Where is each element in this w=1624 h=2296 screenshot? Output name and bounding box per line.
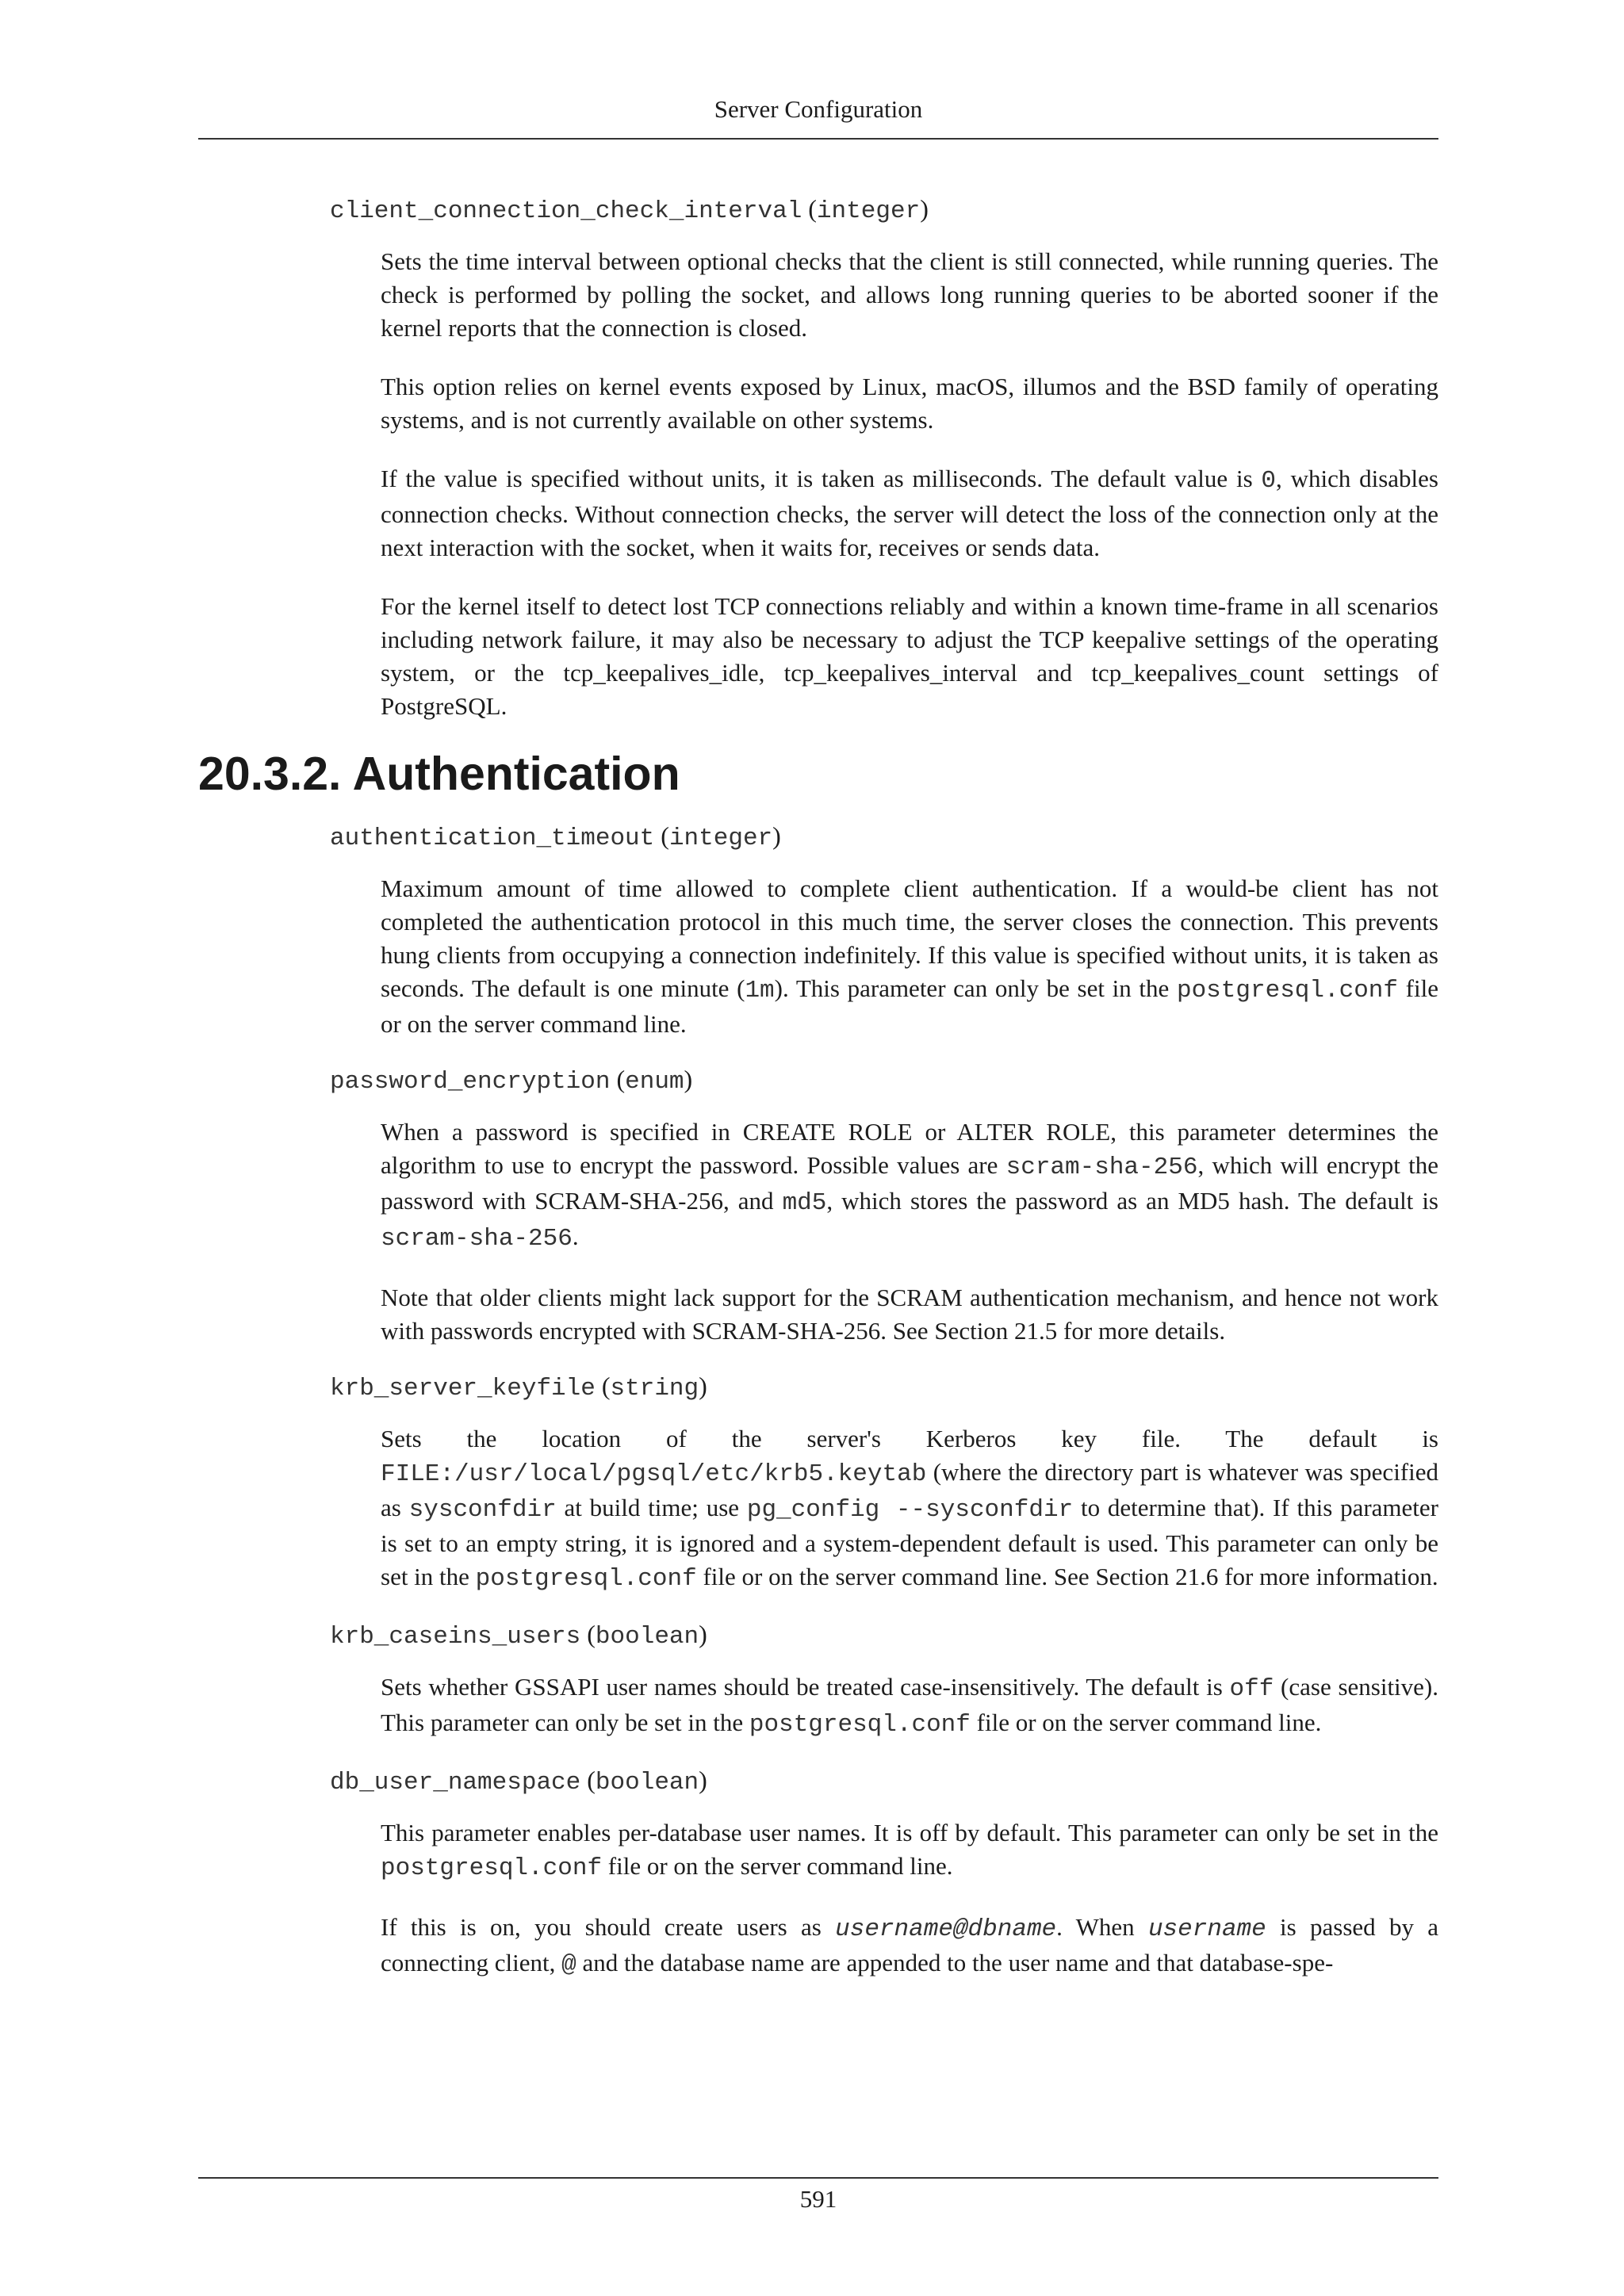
parameter-type: boolean bbox=[595, 1623, 699, 1651]
parameter-type: enum bbox=[625, 1068, 684, 1096]
header-rule bbox=[198, 138, 1438, 140]
text-run: file or on the server command line. bbox=[602, 1852, 953, 1880]
text-run: , which stores the password as an MD5 hash. The default is bbox=[826, 1187, 1438, 1215]
text-run: For the kernel itself to detect lost TCP connections reliably and within a known time-frame in all scenarios including network failure, it may also be necessary to adjust the TCP keepalive settings of the operating system, or the tcp_keepalives_idle, tcp_keepalives_interval and tcp_keepalives_count settings of PostgreSQL. bbox=[381, 592, 1438, 720]
text-run: Sets the time interval between optional checks that the client is still connected, while running queries. The check is performed by polling the socket, and allows long running queries to be aborted sooner if the kernel reports that the connection is closed. bbox=[381, 247, 1438, 342]
parameter-name: client_connection_check_interval bbox=[330, 197, 802, 225]
section-heading: 20.3.2. Authentication bbox=[198, 748, 680, 800]
text-run: , which disables connection checks. Without connection checks, the server will detect the loss of the connection only at the next interaction with the socket, when it waits for, receives or sends data. bbox=[381, 465, 1438, 561]
inline-code: scram-sha-256 bbox=[1005, 1154, 1198, 1181]
text-run: Note that older clients might lack support for the SCRAM authentication mechanism, and hence not work with passwords encrypted with SCRAM-SHA-256. See Section 21.5 for more details. bbox=[381, 1284, 1438, 1345]
text-run: file or on the server command line. See Section 21.6 for more information. bbox=[696, 1563, 1438, 1590]
text-run: to determine that). If this parameter is set to an empty string, it is ignored and a system-dependent default is used. This parameter can only be set in the bbox=[381, 1494, 1438, 1590]
parameter-type: integer bbox=[668, 825, 773, 852]
inline-code: pg_config --sysconfdir bbox=[746, 1496, 1074, 1524]
text-run: and the database name are appended to the user name and that database-spe- bbox=[576, 1949, 1334, 1976]
page-content bbox=[198, 193, 1438, 2004]
inline-code: 0 bbox=[1261, 467, 1277, 495]
parameter-name: db_user_namespace bbox=[330, 1769, 581, 1797]
text-run: (where the directory part is whatever was specified as bbox=[381, 1458, 1438, 1521]
description-paragraph bbox=[381, 1911, 1438, 1982]
text-run: If this is on, you should create users as bbox=[381, 1913, 836, 1941]
parameter-term: krb_caseins_users (boolean) bbox=[330, 1620, 707, 1651]
text-run: file or on the server command line. bbox=[970, 1709, 1322, 1736]
inline-code: postgresql.conf bbox=[381, 1854, 603, 1882]
parameter-term: krb_server_keyfile (string) bbox=[330, 1372, 707, 1402]
parameter-description bbox=[381, 1422, 1438, 1596]
description-paragraph bbox=[381, 462, 1438, 564]
text-run: , which will encrypt the password with SCRAM-SHA-256, and bbox=[381, 1151, 1438, 1215]
parameter-description bbox=[381, 872, 1438, 1041]
inline-code: scram-sha-256 bbox=[381, 1225, 573, 1253]
text-run: . bbox=[572, 1223, 579, 1250]
replaceable-term: username bbox=[1147, 1915, 1266, 1943]
description-paragraph bbox=[381, 370, 1438, 437]
parameter-description bbox=[381, 245, 1438, 723]
parameter-term: authentication_timeout (integer) bbox=[330, 821, 781, 852]
text-run: When a password is specified in CREATE ROLE or ALTER ROLE, this parameter determines the algorithm to use to encrypt the password. Possible values are bbox=[381, 1118, 1438, 1179]
description-paragraph bbox=[381, 590, 1438, 723]
text-run: (case sensitive). This parameter can only be set in the bbox=[381, 1673, 1438, 1736]
text-run: file or on the server command line. bbox=[381, 974, 1438, 1038]
inline-code: sysconfdir bbox=[408, 1496, 557, 1524]
text-run: If the value is specified without units, it is taken as milliseconds. The default value is bbox=[381, 465, 1262, 492]
text-run: Sets the location of the server's Kerberos key file. The default is bbox=[381, 1425, 1438, 1452]
running-header: Server Configuration bbox=[714, 95, 923, 123]
parameter-description bbox=[381, 1670, 1438, 1742]
parameter-type: boolean bbox=[595, 1769, 699, 1797]
description-paragraph bbox=[381, 1670, 1438, 1742]
parameter-type: string bbox=[610, 1375, 699, 1402]
description-paragraph bbox=[381, 1816, 1438, 1885]
parameter-term: password_encryption (enum) bbox=[330, 1065, 693, 1096]
inline-code: postgresql.conf bbox=[1176, 977, 1399, 1004]
parameter-name: authentication_timeout bbox=[330, 825, 655, 852]
text-run: This option relies on kernel events exposed by Linux, macOS, illumos and the BSD family of operating systems, and is not currently available on other systems. bbox=[381, 373, 1438, 434]
inline-code: off bbox=[1229, 1675, 1274, 1703]
text-run: ). This parameter can only be set in the bbox=[774, 974, 1177, 1002]
description-paragraph bbox=[381, 1115, 1438, 1256]
inline-code: FILE:/usr/local/pgsql/etc/krb5.keytab bbox=[381, 1460, 927, 1488]
footer-rule bbox=[198, 2177, 1438, 2179]
parameter-term: db_user_namespace (boolean) bbox=[330, 1766, 707, 1797]
parameter-list-authentication bbox=[198, 820, 1438, 1982]
page-number: 591 bbox=[799, 2185, 837, 2213]
parameter-term: client_connection_check_interval (integer) bbox=[330, 194, 929, 225]
inline-code: md5 bbox=[782, 1189, 827, 1217]
parameter-name: krb_caseins_users bbox=[330, 1623, 581, 1651]
inline-code: postgresql.conf bbox=[749, 1711, 971, 1739]
description-paragraph bbox=[381, 245, 1438, 345]
parameter-name: krb_server_keyfile bbox=[330, 1375, 596, 1402]
inline-code: postgresql.conf bbox=[475, 1565, 697, 1593]
parameter-description bbox=[381, 1816, 1438, 1982]
inline-code: @ bbox=[561, 1951, 576, 1979]
replaceable-term: username@dbname bbox=[835, 1915, 1057, 1943]
parameter-list-top bbox=[198, 193, 1438, 723]
text-run: Sets whether GSSAPI user names should be treated case-insensitively. The default is bbox=[381, 1673, 1230, 1701]
description-paragraph bbox=[381, 872, 1438, 1041]
text-run: is passed by a connecting client, bbox=[381, 1913, 1438, 1976]
inline-code: 1m bbox=[745, 977, 775, 1004]
text-run: This parameter enables per-database user names. It is off by default. This parameter can only be set in the bbox=[381, 1819, 1438, 1846]
parameter-name: password_encryption bbox=[330, 1068, 611, 1096]
parameter-type: integer bbox=[816, 197, 921, 225]
text-run: at build time; use bbox=[556, 1494, 747, 1521]
text-run: . When bbox=[1056, 1913, 1148, 1941]
text-run: Maximum amount of time allowed to complete client authentication. If a would-be client has not completed the authentication protocol in this much time, the server closes the connection. This prevents hung clients from occupying a connection indefinitely. If this value is specified without units, it is taken as seconds. The default is one minute ( bbox=[381, 874, 1438, 1002]
parameter-description bbox=[381, 1115, 1438, 1348]
description-paragraph bbox=[381, 1422, 1438, 1596]
description-paragraph bbox=[381, 1281, 1438, 1348]
